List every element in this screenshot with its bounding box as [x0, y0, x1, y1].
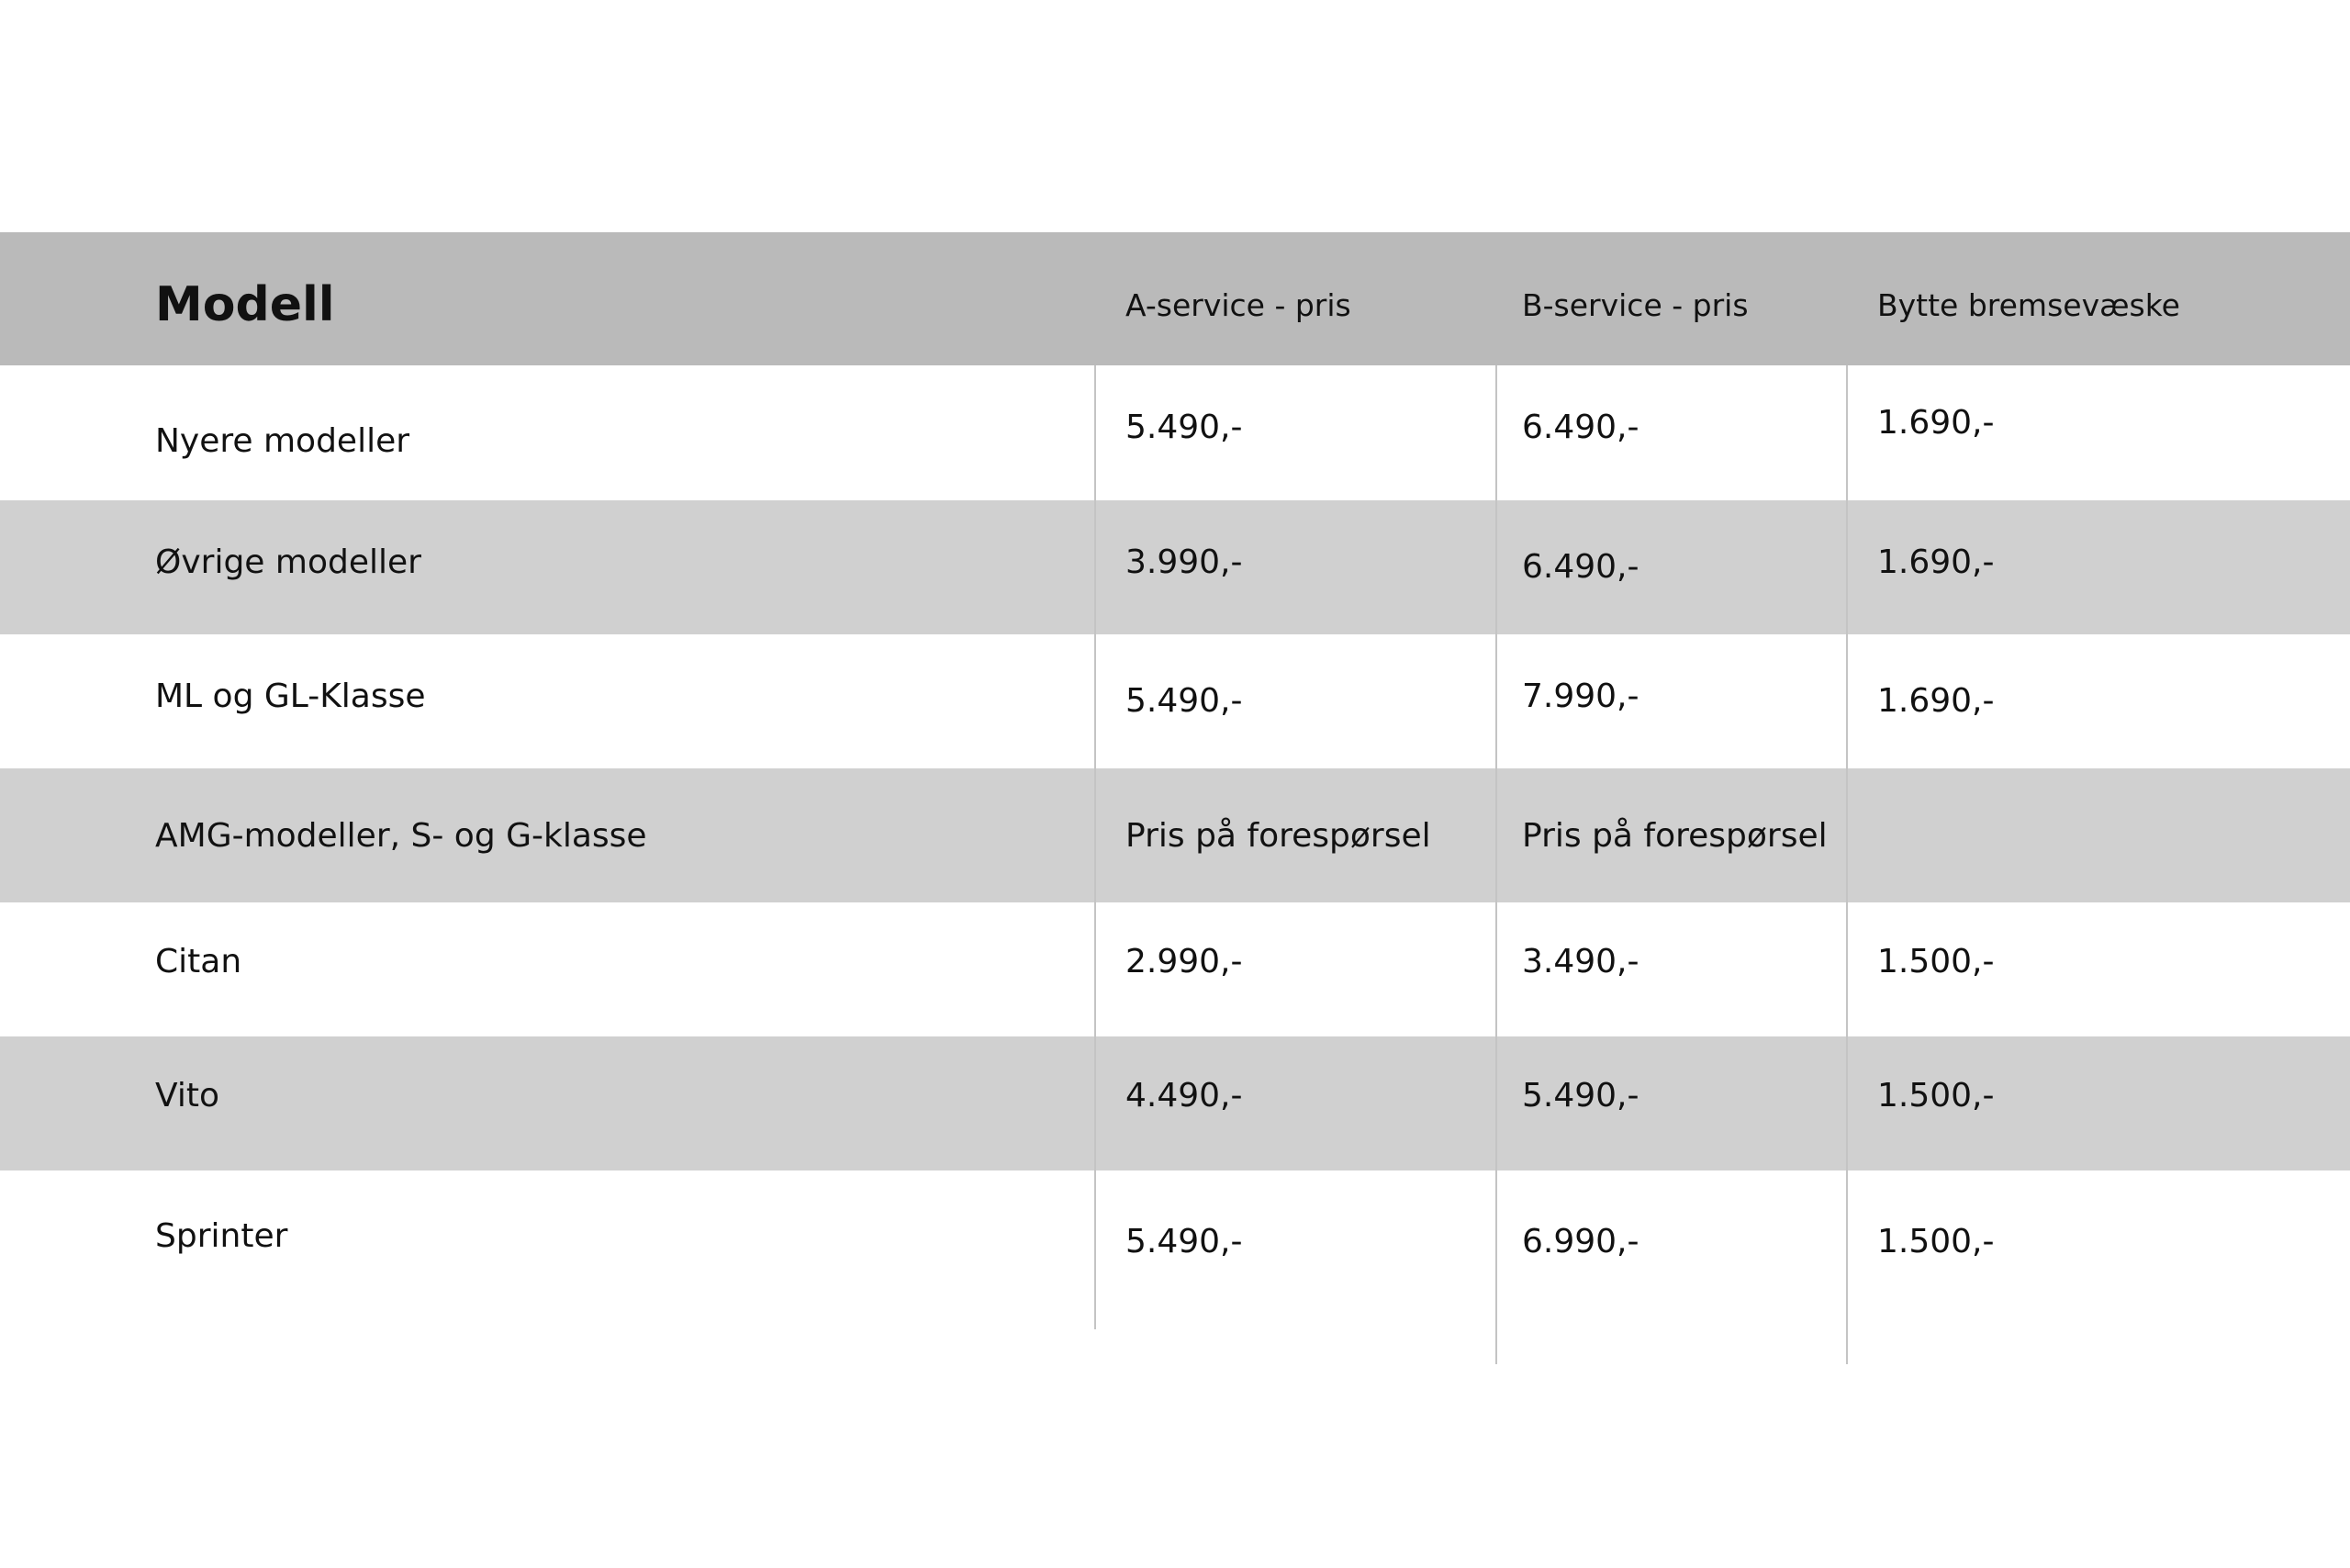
- header-model: Modell: [155, 277, 335, 332]
- cell-b-service: Pris på forespørsel: [1522, 817, 1828, 855]
- table-row: [0, 902, 2350, 1036]
- column-divider: [1846, 365, 1848, 1364]
- cell-brake-fluid: 1.500,-: [1877, 1077, 1995, 1114]
- cell-a-service: 2.990,-: [1125, 943, 1243, 980]
- column-divider: [1094, 365, 1096, 1329]
- cell-a-service: 5.490,-: [1125, 409, 1243, 446]
- cell-model: ML og GL-Klasse: [155, 678, 426, 715]
- cell-b-service: 6.490,-: [1522, 409, 1639, 446]
- cell-b-service: 3.490,-: [1522, 943, 1639, 980]
- cell-a-service: Pris på forespørsel: [1125, 817, 1431, 855]
- cell-model: Vito: [155, 1077, 219, 1114]
- cell-model: Øvrige modeller: [155, 543, 421, 581]
- header-a-service: A-service - pris: [1125, 287, 1351, 323]
- table-header: [0, 232, 2350, 365]
- cell-b-service: 6.990,-: [1522, 1223, 1639, 1260]
- cell-brake-fluid: 1.690,-: [1877, 404, 1995, 442]
- cell-a-service: 3.990,-: [1125, 543, 1243, 581]
- cell-a-service: 4.490,-: [1125, 1077, 1243, 1114]
- cell-brake-fluid: 1.690,-: [1877, 682, 1995, 720]
- cell-a-service: 5.490,-: [1125, 682, 1243, 720]
- header-brake-fluid: Bytte bremsevæske: [1877, 287, 2180, 323]
- cell-brake-fluid: 1.500,-: [1877, 943, 1995, 980]
- cell-brake-fluid: 1.500,-: [1877, 1223, 1995, 1260]
- cell-model: Sprinter: [155, 1217, 288, 1255]
- cell-model: Nyere modeller: [155, 422, 410, 460]
- cell-brake-fluid: 1.690,-: [1877, 543, 1995, 581]
- cell-model: Citan: [155, 943, 242, 980]
- table-row: [0, 1170, 2350, 1336]
- cell-model: AMG-modeller, S- og G-klasse: [155, 817, 647, 855]
- column-divider: [1495, 365, 1497, 1364]
- cell-a-service: 5.490,-: [1125, 1223, 1243, 1260]
- table-row: [0, 365, 2350, 500]
- cell-b-service: 5.490,-: [1522, 1077, 1639, 1114]
- table-row: [0, 768, 2350, 902]
- cell-b-service: 7.990,-: [1522, 678, 1639, 715]
- table-row: [0, 500, 2350, 634]
- cell-b-service: 6.490,-: [1522, 548, 1639, 586]
- table-row: [0, 1036, 2350, 1170]
- header-b-service: B-service - pris: [1522, 287, 1749, 323]
- table-row: [0, 634, 2350, 768]
